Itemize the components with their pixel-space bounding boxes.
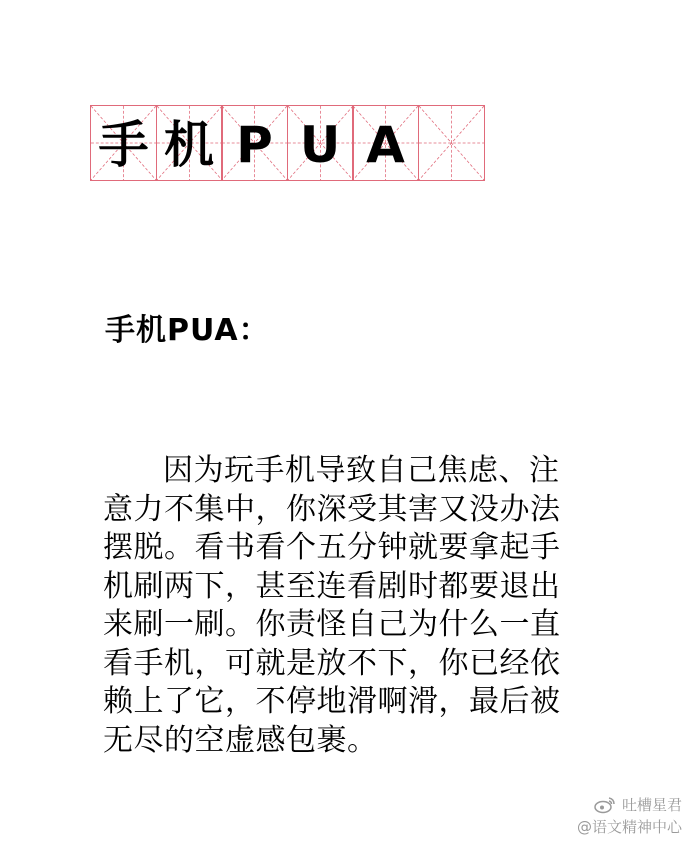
title-char: 手 [98, 116, 149, 174]
body-line: 因为玩手机导致自己焦虑、注 [163, 453, 560, 488]
title-cell [287, 105, 354, 181]
body-line: 看手机，可就是放不下，你已经依 [103, 645, 561, 681]
title-char: P [236, 116, 273, 174]
body-line: 来刷一刷。你责怪自己为什么一直 [103, 607, 561, 642]
title-char: U [299, 116, 341, 174]
section-heading: 手机PUA： [105, 313, 270, 348]
watermark [577, 794, 682, 838]
body-line: 摆脱。看书看个五分钟就要拿起手 [103, 530, 561, 565]
watermark-row-1 [577, 794, 682, 816]
title-char: A [366, 116, 405, 174]
title-cell [156, 105, 223, 181]
title-char: 机 [164, 116, 214, 174]
title-grid [90, 105, 485, 181]
weibo-icon [594, 796, 616, 814]
title-cell [221, 105, 288, 181]
title-cell [352, 105, 419, 181]
title-cell [90, 105, 157, 181]
title-cell-empty [418, 105, 485, 181]
body-line: 无尽的空虚感包裹。 [103, 722, 378, 758]
body-line: 意力不集中，你深受其害又没办法 [103, 491, 561, 527]
body-line: 赖上了它，不停地滑啊滑，最后被 [103, 684, 561, 719]
body-line: 机刷两下，甚至连看剧时都要退出 [103, 568, 561, 604]
body-paragraph [103, 452, 593, 760]
watermark-handle: @语文精神中心 [576, 818, 682, 836]
watermark-author: 吐槽星君 [621, 796, 682, 814]
